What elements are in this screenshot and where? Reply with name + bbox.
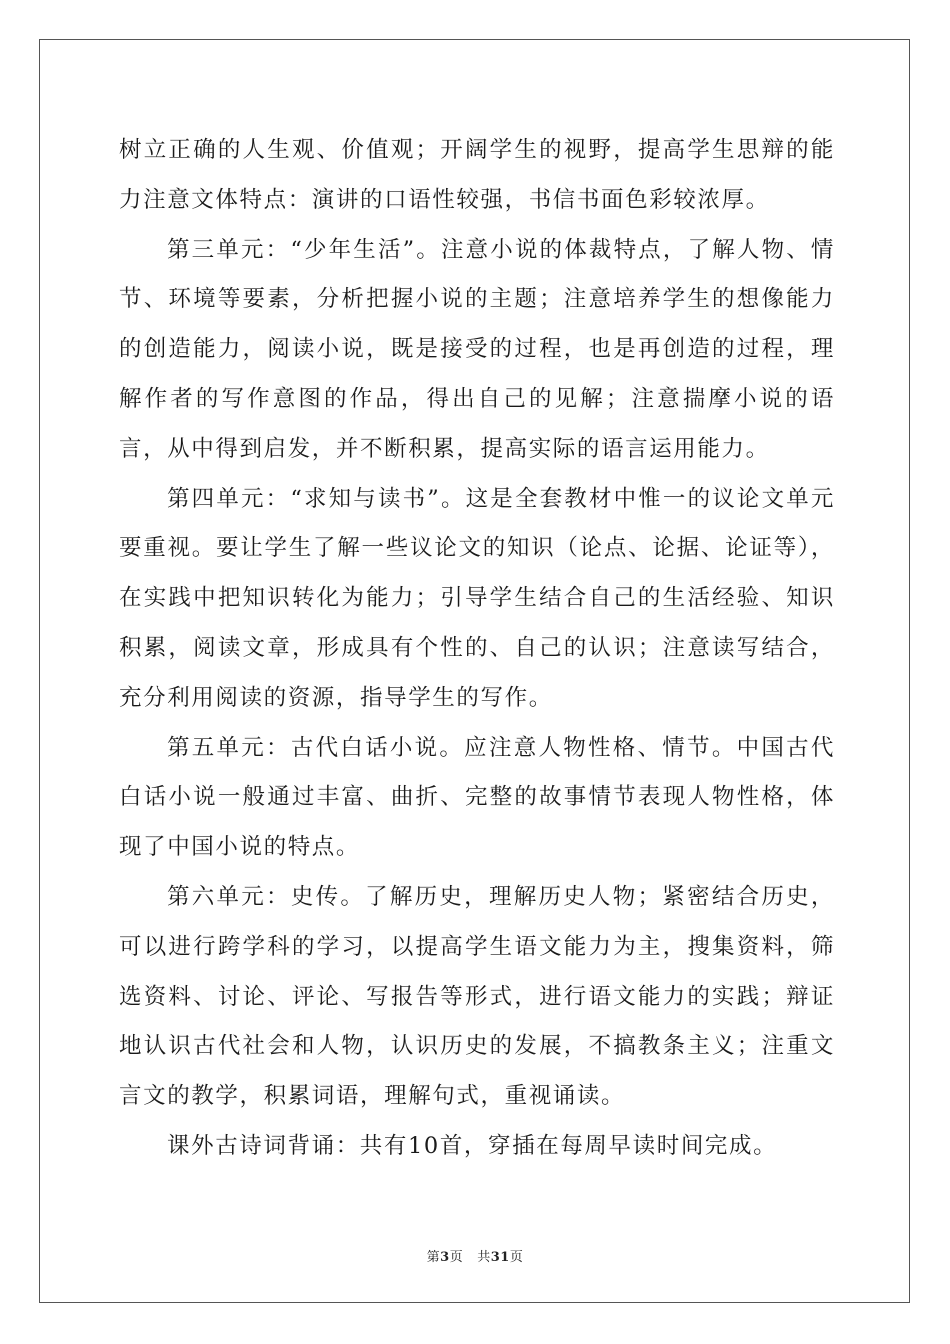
page-prefix: 第: [426, 1250, 441, 1265]
total-prefix: 共: [477, 1250, 491, 1265]
page-suffix: 页: [449, 1250, 464, 1265]
page-number: 3: [440, 1250, 450, 1265]
page-footer: [0, 1246, 950, 1265]
paragraph-unit-6: 第六单元：史传。了解历史，理解历史人物；紧密结合历史，可以进行跨学科的学习，以提高学生语文能力为主，搜集资料，筛选资料、讨论、评论、写报告等形式，进行语文能力的实践；辩证地认识古代社会和人物，认识历史的发展，不搞教条主义；注重文言文的教学，积累词语，理解句式，重视诵读。: [119, 883, 835, 1110]
document-body: [119, 126, 835, 1172]
paragraph-poetry: 课外古诗词背诵：共有10首，穿插在每周早读时间完成。: [167, 1132, 778, 1159]
paragraph-1: 树立正确的人生观、价值观；开阔学生的视野，提高学生思辩的能力注意文体特点：演讲的口语性较强，书信书面色彩较浓厚。: [119, 137, 835, 213]
total-pages: 31: [490, 1250, 510, 1265]
paragraph-unit-4: 第四单元：“求知与读书”。这是全套教材中惟一的议论文单元要重视。要让学生了解一些议论文的知识（论点、论据、论证等），在实践中把知识转化为能力；引导学生结合自己的生活经验、知识积累，阅读文章，形成具有个性的、自己的认识；注意读写结合，充分利用阅读的资源，指导学生的写作。: [119, 485, 835, 711]
total-suffix: 页: [509, 1250, 524, 1265]
paragraph-unit-5: 第五单元：古代白话小说。应注意人物性格、情节。中国古代白话小说一般通过丰富、曲折、完整的故事情节表现人物性格，体现了中国小说的特点。: [119, 734, 835, 861]
paragraph-unit-3: 第三单元：“少年生活”。注意小说的体裁特点，了解人物、情节、环境等要素，分析把握小说的主题；注意培养学生的想像能力的创造能力，阅读小说，既是接受的过程，也是再创造的过程，理解作者的写作意图的作品，得出自己的见解；注意揣摩小说的语言，从中得到启发，并不断积累，提高实际的语言运用能力。: [119, 236, 835, 462]
